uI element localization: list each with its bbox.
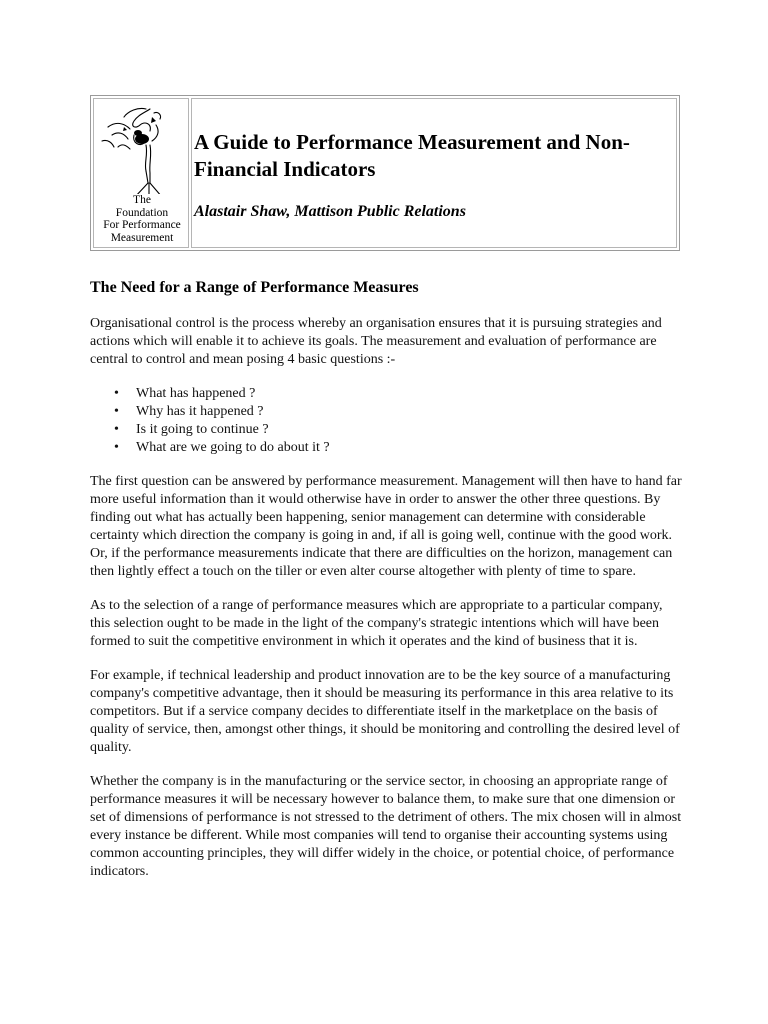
- title-cell: [191, 98, 677, 248]
- header-table: [90, 95, 680, 251]
- body-paragraph: As to the selection of a range of performance measures which are appropriate to a particular company, this selection ought to be made in the light of the company's strategic intentions which will have been formed to suit the competitive environment in which it operates and the kind of business that it is.: [90, 598, 663, 649]
- section-heading: The Need for a Range of Performance Measures: [90, 279, 419, 296]
- foundation-logo: [93, 98, 189, 248]
- intro-paragraph: Organisational control is the process whereby an organisation ensures that it is pursuing strategies and actions which will enable it to achieve its goals. The measurement and evaluation of performance are central to control and mean posing 4 basic questions :-: [90, 316, 662, 367]
- logo-line-4: Measurement: [94, 232, 189, 245]
- question-text: Why has it happened ?: [136, 404, 264, 419]
- bullet-icon: •: [114, 422, 119, 437]
- list-item: [90, 421, 682, 439]
- questions-list: [90, 385, 682, 457]
- list-item: [90, 403, 682, 421]
- logo-line-3: For Performance: [94, 219, 189, 232]
- list-item: [90, 439, 682, 457]
- question-text: What has happened ?: [136, 386, 256, 401]
- body-paragraph: For example, if technical leadership and product innovation are to be the key source of a manufacturing company's competitive advantage, then it should be measuring its performance in this area relative to its competitors. But if a service company decides to differentiate itself in the marketplace on the basis of quality of service, then, amongst other things, it should be monitoring and controlling the desired level of quality.: [90, 668, 680, 755]
- bullet-icon: •: [114, 404, 119, 419]
- question-text: What are we going to do about it ?: [136, 440, 330, 455]
- document-title: A Guide to Performance Measurement and Non-Financial Indicators: [194, 130, 630, 181]
- list-item: [90, 385, 682, 403]
- foundation-logo-text: [94, 194, 189, 244]
- document-page: [90, 95, 682, 881]
- body-paragraph: The first question can be answered by performance measurement. Management will then have to hand far more useful information than it would otherwise have in order to answer the other three questions. By finding out what has actually been happening, senior management can determine with considerable certainty which direction the company is going in and, if all is going well, continue with the good work. Or, if the performance measurements indicate that there are difficulties on the horizon, management can then lightly effect a touch on the tiller or even alter course altogether with plenty of time to spare.: [90, 474, 682, 579]
- logo-line-1: The: [94, 194, 189, 207]
- question-text: Is it going to continue ?: [136, 422, 269, 437]
- bullet-icon: •: [114, 440, 119, 455]
- body-paragraph: Whether the company is in the manufacturing or the service sector, in choosing an appropriate range of performance measures it will be necessary however to balance them, to make sure that one dimension or set of dimensions of performance is not stressed to the detriment of others. The mix chosen will in almost every instance be different. While most companies will tend to organise their accounting systems using common accounting principles, they will differ widely in the choice, or potential choice, of performance indicators.: [90, 774, 682, 879]
- bullet-icon: •: [114, 386, 119, 401]
- document-author: Alastair Shaw, Mattison Public Relations: [194, 203, 466, 220]
- logo-line-2: Foundation: [94, 207, 189, 220]
